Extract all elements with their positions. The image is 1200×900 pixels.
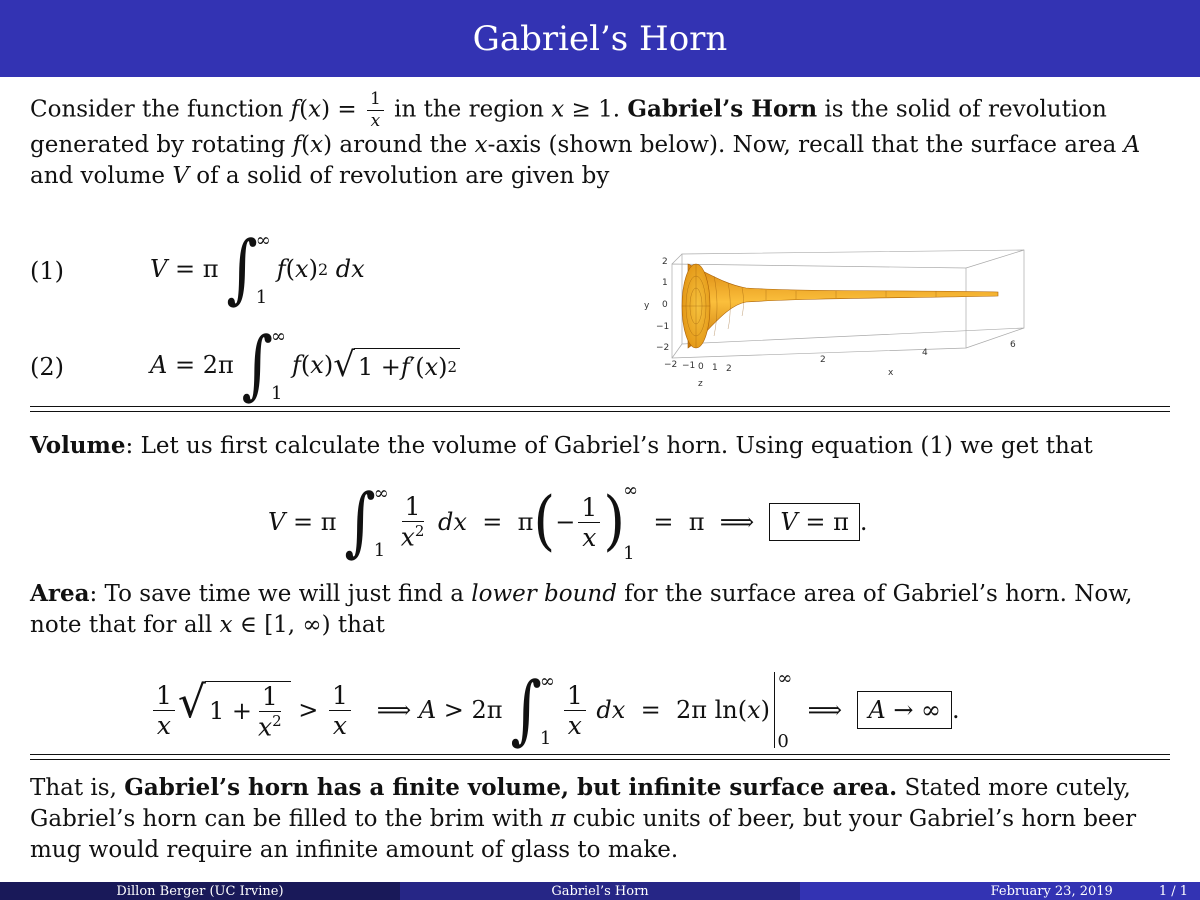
horn-3d-plot <box>636 236 1036 396</box>
plot-z-tick: 0 <box>698 362 704 372</box>
intro-paragraph: Consider the function f(x) = $\frac{1}{x}$ in the region x ≥ 1. Gabriel’s Horn is the solid of revolution generated by rotating f(x) around the x-axis (shown below). Now, recall that the surface area A and volume V of a solid of revolution are given by <box>30 89 1141 189</box>
slide-title: Gabriel’s Horn <box>0 0 1200 77</box>
volume-calculation: V = π ∫ ∞ 1 $\frac{1}{x^2}$ dx = π ( − $\frac{1}{x}$ ) ∞ 1 = π ⟹ V = π . <box>268 478 868 566</box>
fraction-1-over-x: $\frac{1}{x}$ <box>367 91 384 130</box>
footer-page-number: 1 / 1 <box>1158 883 1188 899</box>
equation-2-area: A = 2π ∫ ∞ 1 f ( x ) √ 1 + f ′( x ) 2 <box>150 322 460 408</box>
plot-y-axis-label: y <box>644 301 650 311</box>
plot-x-tick: 2 <box>820 355 826 365</box>
area-lower-bound: $\frac{1}{x}$ √ 1 + $\frac{1}{x^2}$ > $\frac{1}{x}$ ⟹ A > 2π ∫ ∞ 1 $\frac{1}{x}$ dx = 2π ln( x ) ∞ 0 ⟹ A → ∞ . <box>150 664 960 756</box>
plot-y-tick: −1 <box>656 322 670 332</box>
footer-date: February 23, 2019 <box>990 883 1113 899</box>
volume-label: Volume <box>30 432 126 459</box>
volume-result-box: V = π <box>769 503 859 541</box>
footer <box>0 882 1200 900</box>
conclusion-paragraph: That is, Gabriel’s horn has a finite volume, but infinite surface area. Stated more cutely, Gabriel’s horn can be filled to the brim with π cubic units of beer, but your Gabriel’s horn beer mug would require an infinite amount of glass to make. <box>30 774 1137 863</box>
conclusion-bold: Gabriel’s horn has a finite volume, but infinite surface area. <box>124 774 898 801</box>
area-paragraph: Area: To save time we will just find a lower bound for the surface area of Gabriel’s horn. Now, note that for all x ∈ [1, ∞) that <box>30 580 1133 638</box>
plot-z-tick: −2 <box>664 360 678 370</box>
footer-author: Dillon Berger (UC Irvine) <box>0 882 400 900</box>
plot-z-tick: 1 <box>712 363 718 373</box>
horn-name-bold: Gabriel’s Horn <box>627 95 818 123</box>
equation-2-label: (2) <box>30 353 64 381</box>
footer-right <box>800 882 1200 900</box>
plot-y-tick: −2 <box>656 343 670 353</box>
area-result-box: A → ∞ <box>857 691 952 729</box>
area-label: Area <box>30 580 90 607</box>
plot-x-tick: 6 <box>1010 340 1016 350</box>
plot-z-tick: −1 <box>682 361 696 371</box>
plot-z-tick: 2 <box>726 364 732 374</box>
footer-title: Gabriel’s Horn <box>400 882 800 900</box>
volume-paragraph: Volume: Let us first calculate the volume of Gabriel’s horn. Using equation (1) we get that <box>30 432 1093 459</box>
plot-z-axis-label: z <box>698 379 703 389</box>
plot-y-tick: 2 <box>662 257 668 267</box>
divider <box>30 759 1170 760</box>
equation-1-label: (1) <box>30 257 64 285</box>
plot-x-tick: 4 <box>922 348 928 358</box>
plot-y-tick: 0 <box>662 300 668 310</box>
plot-x-axis-label: x <box>888 368 894 378</box>
horn-surface <box>688 264 998 348</box>
plot-y-tick: 1 <box>662 278 668 288</box>
divider <box>30 754 1170 755</box>
divider <box>30 411 1170 412</box>
divider <box>30 406 1170 407</box>
equation-1-volume: V = π ∫ ∞ 1 f ( x ) 2 dx <box>150 225 365 313</box>
